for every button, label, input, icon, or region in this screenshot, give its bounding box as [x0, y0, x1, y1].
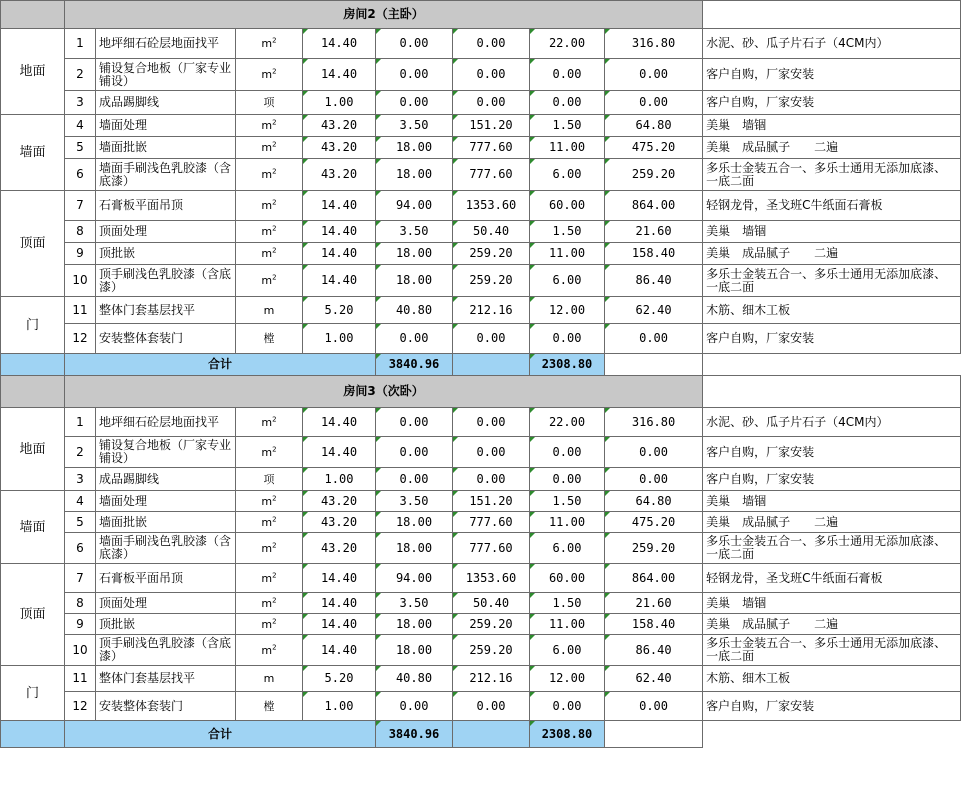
category-cell: 地面 — [1, 29, 65, 115]
table-row — [1, 491, 961, 512]
material-total: 259.20 — [453, 614, 530, 635]
unit-value: 项 — [263, 472, 275, 486]
material-total: 259.20 — [453, 265, 530, 297]
labor-total: 259.20 — [605, 533, 703, 564]
item-name: 石膏板平面吊顶 — [96, 564, 236, 593]
material-total: 151.20 — [453, 115, 530, 137]
unit-cell — [236, 666, 303, 692]
material-total: 0.00 — [453, 91, 530, 115]
labor-total: 864.00 — [605, 564, 703, 593]
total-spacer-cell — [453, 354, 530, 376]
material-unit-price: 18.00 — [376, 159, 453, 191]
labor-total: 475.20 — [605, 137, 703, 159]
quantity: 14.40 — [303, 243, 376, 265]
table-row — [1, 533, 961, 564]
unit-value: $m^2$ — [261, 570, 277, 585]
category-cell: 顶面 — [1, 564, 65, 666]
item-name: 墙面手刷浅色乳胶漆（含底漆） — [96, 533, 236, 564]
unit-cell — [236, 29, 303, 59]
quantity: 14.40 — [303, 564, 376, 593]
unit-cell — [236, 137, 303, 159]
unit-cell — [236, 91, 303, 115]
item-name: 顶手刷浅色乳胶漆（含底漆） — [96, 265, 236, 297]
unit-value: $m^2$ — [261, 273, 277, 287]
unit-cell — [236, 221, 303, 243]
material-unit-price: 18.00 — [376, 265, 453, 297]
unit-value: 樘 — [263, 699, 275, 713]
total-label: 合计 — [65, 721, 376, 748]
material-total: 151.20 — [453, 491, 530, 512]
remark: 美巢 墙锢 — [703, 491, 961, 512]
unit-cell — [236, 635, 303, 666]
labor-total: 0.00 — [605, 324, 703, 354]
row-number: 10 — [65, 635, 96, 666]
unit-value: $m^2$ — [261, 198, 277, 212]
quantity: 1.00 — [303, 468, 376, 491]
labor-unit-price: 6.00 — [530, 159, 605, 191]
item-name: 墙面手刷浅色乳胶漆（含底漆） — [96, 159, 236, 191]
row-number: 2 — [65, 59, 96, 91]
material-unit-price: 0.00 — [376, 91, 453, 115]
labor-total: 0.00 — [605, 468, 703, 491]
unit-value: m — [263, 303, 275, 317]
labor-unit-price: 0.00 — [530, 468, 605, 491]
unit-cell — [236, 408, 303, 437]
labor-total: 0.00 — [605, 692, 703, 721]
unit-value: $m^2$ — [261, 67, 277, 81]
row-number: 11 — [65, 666, 96, 692]
quantity: 43.20 — [303, 491, 376, 512]
remark: 客户自购，厂家安装 — [703, 91, 961, 115]
unit-value: $m^2$ — [261, 540, 277, 555]
remark: 客户自购，厂家安装 — [703, 59, 961, 91]
table-row — [1, 593, 961, 614]
table-row — [1, 159, 961, 191]
row-number: 7 — [65, 564, 96, 593]
table-row — [1, 564, 961, 593]
unit-cell — [236, 324, 303, 354]
row-number: 1 — [65, 29, 96, 59]
unit-cell — [236, 468, 303, 491]
row-number: 6 — [65, 159, 96, 191]
material-unit-price: 18.00 — [376, 137, 453, 159]
material-total: 259.20 — [453, 243, 530, 265]
quantity: 14.40 — [303, 221, 376, 243]
labor-unit-price: 0.00 — [530, 437, 605, 468]
item-name: 整体门套基层找平 — [96, 297, 236, 324]
material-total: 0.00 — [453, 408, 530, 437]
category-cell: 门 — [1, 666, 65, 721]
remark: 水泥、砂、瓜子片石子（4CM内） — [703, 408, 961, 437]
item-name: 顶手刷浅色乳胶漆（含底漆） — [96, 635, 236, 666]
unit-cell — [236, 191, 303, 221]
material-total: 212.16 — [453, 666, 530, 692]
item-name: 顶批嵌 — [96, 614, 236, 635]
row-number: 1 — [65, 408, 96, 437]
material-total: 50.40 — [453, 593, 530, 614]
row-number: 5 — [65, 137, 96, 159]
unit-cell — [236, 491, 303, 512]
item-name: 墙面处理 — [96, 491, 236, 512]
quantity: 14.40 — [303, 437, 376, 468]
unit-cell — [236, 59, 303, 91]
labor-total: 864.00 — [605, 191, 703, 221]
unit-cell — [236, 533, 303, 564]
category-cell: 地面 — [1, 408, 65, 491]
material-unit-price: 40.80 — [376, 297, 453, 324]
material-total: 1353.60 — [453, 564, 530, 593]
labor-total: 316.80 — [605, 29, 703, 59]
labor-total: 259.20 — [605, 159, 703, 191]
unit-cell — [236, 115, 303, 137]
material-total: 777.60 — [453, 533, 530, 564]
category-cell: 顶面 — [1, 191, 65, 297]
quantity: 14.40 — [303, 265, 376, 297]
labor-total: 64.80 — [605, 115, 703, 137]
table-row — [1, 512, 961, 533]
labor-unit-price: 22.00 — [530, 29, 605, 59]
labor-unit-price: 11.00 — [530, 243, 605, 265]
quantity: 43.20 — [303, 159, 376, 191]
table-row — [1, 243, 961, 265]
labor-unit-price: 6.00 — [530, 533, 605, 564]
row-number: 2 — [65, 437, 96, 468]
unit-cell — [236, 159, 303, 191]
total-labor: 2308.80 — [530, 721, 605, 748]
table-row — [1, 29, 961, 59]
material-total: 1353.60 — [453, 191, 530, 221]
labor-unit-price: 60.00 — [530, 564, 605, 593]
section-header-row — [1, 376, 961, 408]
remark: 多乐士金装五合一、多乐士通用无添加底漆、一底二面 — [703, 159, 961, 191]
material-total: 777.60 — [453, 137, 530, 159]
item-name: 石膏板平面吊顶 — [96, 191, 236, 221]
item-name: 墙面批嵌 — [96, 512, 236, 533]
labor-total: 0.00 — [605, 91, 703, 115]
remark: 轻钢龙骨，圣戈班C牛纸面石膏板 — [703, 564, 961, 593]
material-unit-price: 0.00 — [376, 692, 453, 721]
remark: 木筋、细木工板 — [703, 666, 961, 692]
table-row — [1, 91, 961, 115]
material-unit-price: 0.00 — [376, 437, 453, 468]
material-total: 50.40 — [453, 221, 530, 243]
quantity: 43.20 — [303, 115, 376, 137]
total-blank-cell — [1, 721, 65, 748]
labor-unit-price: 0.00 — [530, 692, 605, 721]
unit-cell — [236, 243, 303, 265]
remark: 美巢 成品腻子 二遍 — [703, 512, 961, 533]
item-name: 成品踢脚线 — [96, 91, 236, 115]
unit-value: $m^2$ — [261, 514, 277, 529]
unit-cell — [236, 265, 303, 297]
table-row — [1, 324, 961, 354]
remark: 客户自购，厂家安装 — [703, 468, 961, 491]
table-row — [1, 115, 961, 137]
remark: 水泥、砂、瓜子片石子（4CM内） — [703, 29, 961, 59]
item-name: 顶面处理 — [96, 593, 236, 614]
labor-unit-price: 6.00 — [530, 635, 605, 666]
header-corner-cell — [1, 376, 65, 408]
remark: 美巢 墙锢 — [703, 221, 961, 243]
section-title: 房间2（主卧） — [65, 1, 703, 29]
labor-unit-price: 11.00 — [530, 614, 605, 635]
table-row — [1, 59, 961, 91]
total-material: 3840.96 — [376, 354, 453, 376]
material-unit-price: 3.50 — [376, 115, 453, 137]
labor-total: 86.40 — [605, 635, 703, 666]
item-name: 顶批嵌 — [96, 243, 236, 265]
labor-total: 21.60 — [605, 593, 703, 614]
material-total: 0.00 — [453, 437, 530, 468]
row-number: 5 — [65, 512, 96, 533]
section-header-row — [1, 1, 961, 29]
material-unit-price: 18.00 — [376, 512, 453, 533]
unit-value: $m^2$ — [261, 118, 277, 132]
material-unit-price: 0.00 — [376, 408, 453, 437]
labor-total: 158.40 — [605, 243, 703, 265]
remark: 美巢 墙锢 — [703, 593, 961, 614]
row-number: 8 — [65, 593, 96, 614]
quantity: 14.40 — [303, 408, 376, 437]
table-row — [1, 297, 961, 324]
labor-unit-price: 0.00 — [530, 91, 605, 115]
material-unit-price: 40.80 — [376, 666, 453, 692]
total-spacer-cell — [453, 721, 530, 748]
remark: 客户自购，厂家安装 — [703, 437, 961, 468]
table-row — [1, 692, 961, 721]
unit-value: m — [263, 672, 275, 685]
row-number: 9 — [65, 243, 96, 265]
item-name: 铺设复合地板（厂家专业铺设） — [96, 59, 236, 91]
row-number: 7 — [65, 191, 96, 221]
item-name: 安装整体套装门 — [96, 324, 236, 354]
quantity: 43.20 — [303, 533, 376, 564]
remark: 客户自购，厂家安装 — [703, 324, 961, 354]
quantity: 14.40 — [303, 614, 376, 635]
total-labor: 2308.80 — [530, 354, 605, 376]
labor-unit-price: 11.00 — [530, 137, 605, 159]
labor-unit-price: 1.50 — [530, 491, 605, 512]
material-total: 0.00 — [453, 468, 530, 491]
quantity: 43.20 — [303, 512, 376, 533]
item-name: 地坪细石砼层地面找平 — [96, 408, 236, 437]
remark: 轻钢龙骨，圣戈班C牛纸面石膏板 — [703, 191, 961, 221]
unit-cell — [236, 564, 303, 593]
material-unit-price: 94.00 — [376, 191, 453, 221]
unit-value: $m^2$ — [261, 36, 277, 50]
quantity: 14.40 — [303, 191, 376, 221]
quantity: 5.20 — [303, 297, 376, 324]
remark: 美巢 成品腻子 二遍 — [703, 614, 961, 635]
table-row — [1, 265, 961, 297]
labor-total: 62.40 — [605, 297, 703, 324]
material-unit-price: 0.00 — [376, 468, 453, 491]
row-number: 3 — [65, 468, 96, 491]
labor-total: 158.40 — [605, 614, 703, 635]
unit-value: $m^2$ — [261, 595, 277, 610]
unit-cell — [236, 297, 303, 324]
row-number: 9 — [65, 614, 96, 635]
row-number: 4 — [65, 491, 96, 512]
total-note-cell — [605, 721, 703, 748]
unit-value: $m^2$ — [261, 616, 277, 631]
labor-total: 62.40 — [605, 666, 703, 692]
section-title: 房间3（次卧） — [65, 376, 703, 408]
remark: 木筋、细木工板 — [703, 297, 961, 324]
header-note-cell — [703, 376, 961, 408]
material-total: 777.60 — [453, 159, 530, 191]
unit-value: 项 — [263, 96, 275, 109]
total-label: 合计 — [65, 354, 376, 376]
remark: 美巢 成品腻子 二遍 — [703, 243, 961, 265]
labor-unit-price: 12.00 — [530, 666, 605, 692]
material-unit-price: 18.00 — [376, 533, 453, 564]
labor-unit-price: 0.00 — [530, 59, 605, 91]
table-row — [1, 635, 961, 666]
labor-unit-price: 1.50 — [530, 115, 605, 137]
unit-cell — [236, 614, 303, 635]
item-name: 铺设复合地板（厂家专业铺设） — [96, 437, 236, 468]
unit-cell — [236, 512, 303, 533]
labor-unit-price: 6.00 — [530, 265, 605, 297]
labor-total: 0.00 — [605, 59, 703, 91]
total-blank-cell — [1, 354, 65, 376]
material-unit-price: 18.00 — [376, 614, 453, 635]
unit-value: $m^2$ — [261, 167, 277, 181]
labor-unit-price: 1.50 — [530, 221, 605, 243]
total-row — [1, 354, 961, 376]
labor-unit-price: 0.00 — [530, 324, 605, 354]
remark: 多乐士金装五合一、多乐士通用无添加底漆、一底二面 — [703, 635, 961, 666]
table-row — [1, 408, 961, 437]
row-number: 11 — [65, 297, 96, 324]
row-number: 10 — [65, 265, 96, 297]
unit-value: $m^2$ — [261, 224, 277, 238]
header-corner-cell — [1, 1, 65, 29]
labor-total: 0.00 — [605, 437, 703, 468]
quantity: 1.00 — [303, 692, 376, 721]
table-row — [1, 437, 961, 468]
unit-value: $m^2$ — [261, 414, 277, 429]
quantity: 5.20 — [303, 666, 376, 692]
labor-unit-price: 12.00 — [530, 297, 605, 324]
item-name: 顶面处理 — [96, 221, 236, 243]
table-row — [1, 614, 961, 635]
unit-value: $m^2$ — [261, 140, 277, 154]
unit-value: $m^2$ — [261, 642, 277, 657]
labor-unit-price: 11.00 — [530, 512, 605, 533]
quantity: 14.40 — [303, 635, 376, 666]
material-unit-price: 18.00 — [376, 635, 453, 666]
quantity: 14.40 — [303, 29, 376, 59]
row-number: 12 — [65, 324, 96, 354]
table-row — [1, 137, 961, 159]
material-total: 0.00 — [453, 59, 530, 91]
category-cell: 墙面 — [1, 115, 65, 191]
total-note-cell — [605, 354, 703, 376]
material-total: 0.00 — [453, 324, 530, 354]
remark: 美巢 成品腻子 二遍 — [703, 137, 961, 159]
category-cell: 门 — [1, 297, 65, 354]
material-unit-price: 0.00 — [376, 29, 453, 59]
total-row — [1, 721, 961, 748]
labor-unit-price: 22.00 — [530, 408, 605, 437]
total-material: 3840.96 — [376, 721, 453, 748]
material-unit-price: 94.00 — [376, 564, 453, 593]
unit-value: $m^2$ — [261, 493, 277, 508]
item-name: 地坪细石砼层地面找平 — [96, 29, 236, 59]
remark: 美巢 墙锢 — [703, 115, 961, 137]
labor-total: 86.40 — [605, 265, 703, 297]
row-number: 8 — [65, 221, 96, 243]
table-row — [1, 221, 961, 243]
material-unit-price: 0.00 — [376, 324, 453, 354]
labor-total: 21.60 — [605, 221, 703, 243]
row-number: 12 — [65, 692, 96, 721]
unit-cell — [236, 593, 303, 614]
material-total: 777.60 — [453, 512, 530, 533]
unit-value: $m^2$ — [261, 444, 277, 459]
remark: 多乐士金装五合一、多乐士通用无添加底漆、一底二面 — [703, 265, 961, 297]
header-note-cell — [703, 1, 961, 29]
labor-total: 316.80 — [605, 408, 703, 437]
quantity: 1.00 — [303, 91, 376, 115]
material-total: 0.00 — [453, 692, 530, 721]
item-name: 成品踢脚线 — [96, 468, 236, 491]
material-unit-price: 3.50 — [376, 491, 453, 512]
material-unit-price: 3.50 — [376, 593, 453, 614]
material-total: 259.20 — [453, 635, 530, 666]
labor-unit-price: 60.00 — [530, 191, 605, 221]
material-unit-price: 3.50 — [376, 221, 453, 243]
unit-value: 樘 — [263, 332, 275, 345]
table-row — [1, 468, 961, 491]
labor-total: 64.80 — [605, 491, 703, 512]
labor-unit-price: 1.50 — [530, 593, 605, 614]
category-cell: 墙面 — [1, 491, 65, 564]
item-name: 墙面处理 — [96, 115, 236, 137]
quantity: 14.40 — [303, 59, 376, 91]
row-number: 4 — [65, 115, 96, 137]
table-row — [1, 666, 961, 692]
table-row — [1, 191, 961, 221]
material-unit-price: 0.00 — [376, 59, 453, 91]
row-number: 6 — [65, 533, 96, 564]
row-number: 3 — [65, 91, 96, 115]
material-unit-price: 18.00 — [376, 243, 453, 265]
unit-cell — [236, 437, 303, 468]
quantity: 43.20 — [303, 137, 376, 159]
quantity: 1.00 — [303, 324, 376, 354]
remark: 客户自购，厂家安装 — [703, 692, 961, 721]
item-name: 安装整体套装门 — [96, 692, 236, 721]
material-total: 212.16 — [453, 297, 530, 324]
item-name: 整体门套基层找平 — [96, 666, 236, 692]
unit-cell — [236, 692, 303, 721]
labor-total: 475.20 — [605, 512, 703, 533]
material-total: 0.00 — [453, 29, 530, 59]
quantity: 14.40 — [303, 593, 376, 614]
remark: 多乐士金装五合一、多乐士通用无添加底漆、一底二面 — [703, 533, 961, 564]
unit-value: $m^2$ — [261, 246, 277, 260]
item-name: 墙面批嵌 — [96, 137, 236, 159]
